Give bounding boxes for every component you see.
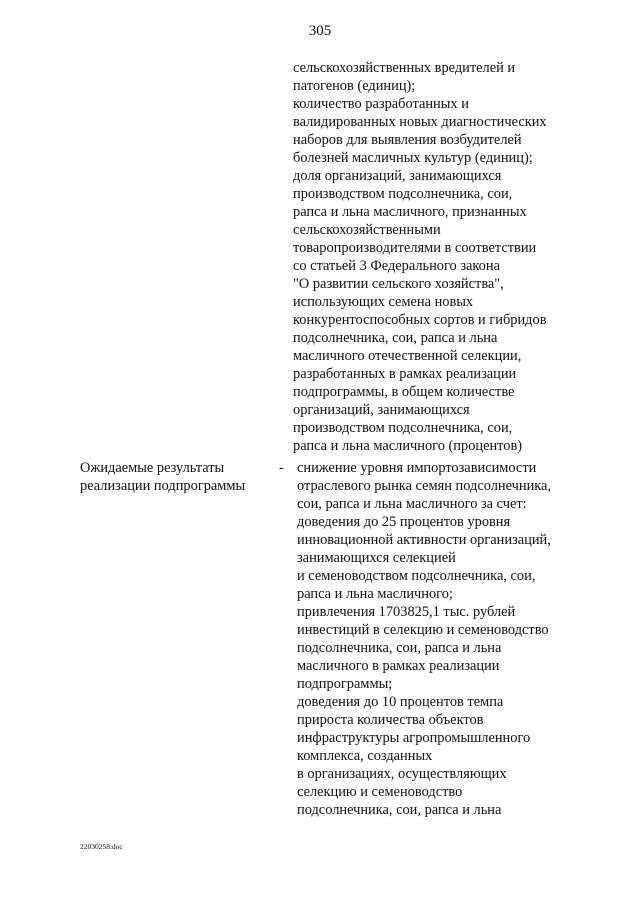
text-line: болезней масличных культур (единиц);: [293, 150, 533, 166]
text-line: использующих семена новых: [293, 294, 474, 310]
text-line: инвестиций в селекцию и семеноводство: [297, 622, 549, 638]
text-line: рапса и льна масличного;: [297, 586, 453, 602]
text-line: сои, рапса и льна масличного за счет:: [297, 496, 527, 512]
text-line: доведения до 25 процентов уровня: [297, 514, 511, 530]
text-line: в организациях, осуществляющих: [297, 766, 507, 782]
text-line: подсолнечника, сои, рапса и льна: [293, 330, 498, 346]
text-line: масличного в рамках реализации: [297, 658, 500, 674]
text-line: конкурентоспособных сортов и гибридов: [293, 312, 547, 328]
text-line: валидированных новых диагностических: [293, 114, 547, 130]
text-line: привлечения 1703825,1 тыс. рублей: [297, 604, 516, 620]
continuation-text: [293, 59, 547, 455]
page-number: 305: [308, 23, 332, 39]
text-line: со статьей 3 Федерального закона: [293, 258, 500, 274]
text-line: подпрограммы;: [297, 676, 393, 692]
text-line: инновационной активности организаций,: [297, 532, 551, 548]
text-line: и семеноводством подсолнечника, сои,: [297, 568, 536, 584]
text-line: производством подсолнечника, сои,: [293, 420, 513, 436]
text-line: комплекса, созданных: [297, 748, 433, 764]
section-label-line: Ожидаемые результаты: [80, 460, 225, 476]
text-line: подпрограммы, в общем количестве: [293, 384, 515, 400]
text-line: рапса и льна масличного, признанных: [293, 204, 527, 220]
section-content: [297, 459, 551, 819]
text-line: подсолнечника, сои, рапса и льна: [297, 802, 502, 818]
text-line: прироста количества объектов: [297, 712, 484, 728]
section-label-line: реализации подпрограммы: [80, 478, 246, 494]
text-line: товаропроизводителями в соответствии: [293, 240, 537, 256]
text-line: занимающихся селекцией: [297, 550, 456, 566]
text-line: сельскохозяйственных вредителей и: [293, 60, 516, 76]
text-line: отраслевого рынка семян подсолнечника,: [297, 478, 552, 494]
footer-filename: 22030258.doc: [80, 842, 123, 851]
text-line: масличного отечественной селекции,: [293, 348, 522, 364]
text-line: производством подсолнечника, сои,: [293, 186, 513, 202]
text-line: патогенов (единиц);: [293, 78, 416, 94]
text-line: инфраструктуры агропромышленного: [297, 730, 531, 746]
text-line: доведения до 10 процентов темпа: [297, 694, 504, 710]
text-line: "О развитии сельского хозяйства",: [293, 276, 504, 292]
text-line: разработанных в рамках реализации: [293, 366, 517, 382]
label-dash: -: [279, 460, 284, 476]
text-line: рапса и льна масличного (процентов): [293, 438, 523, 454]
text-line: организаций, занимающихся: [293, 402, 470, 418]
text-line: снижение уровня импортозависимости: [297, 460, 537, 476]
text-line: подсолнечника, сои, рапса и льна: [297, 640, 502, 656]
text-line: наборов для выявления возбудителей: [293, 132, 522, 148]
section-label: [80, 459, 245, 495]
text-line: количество разработанных и: [293, 96, 469, 112]
text-line: доля организаций, занимающихся: [293, 168, 502, 184]
text-line: сельскохозяйственными: [293, 222, 441, 238]
text-line: селекцию и семеноводство: [297, 784, 463, 800]
